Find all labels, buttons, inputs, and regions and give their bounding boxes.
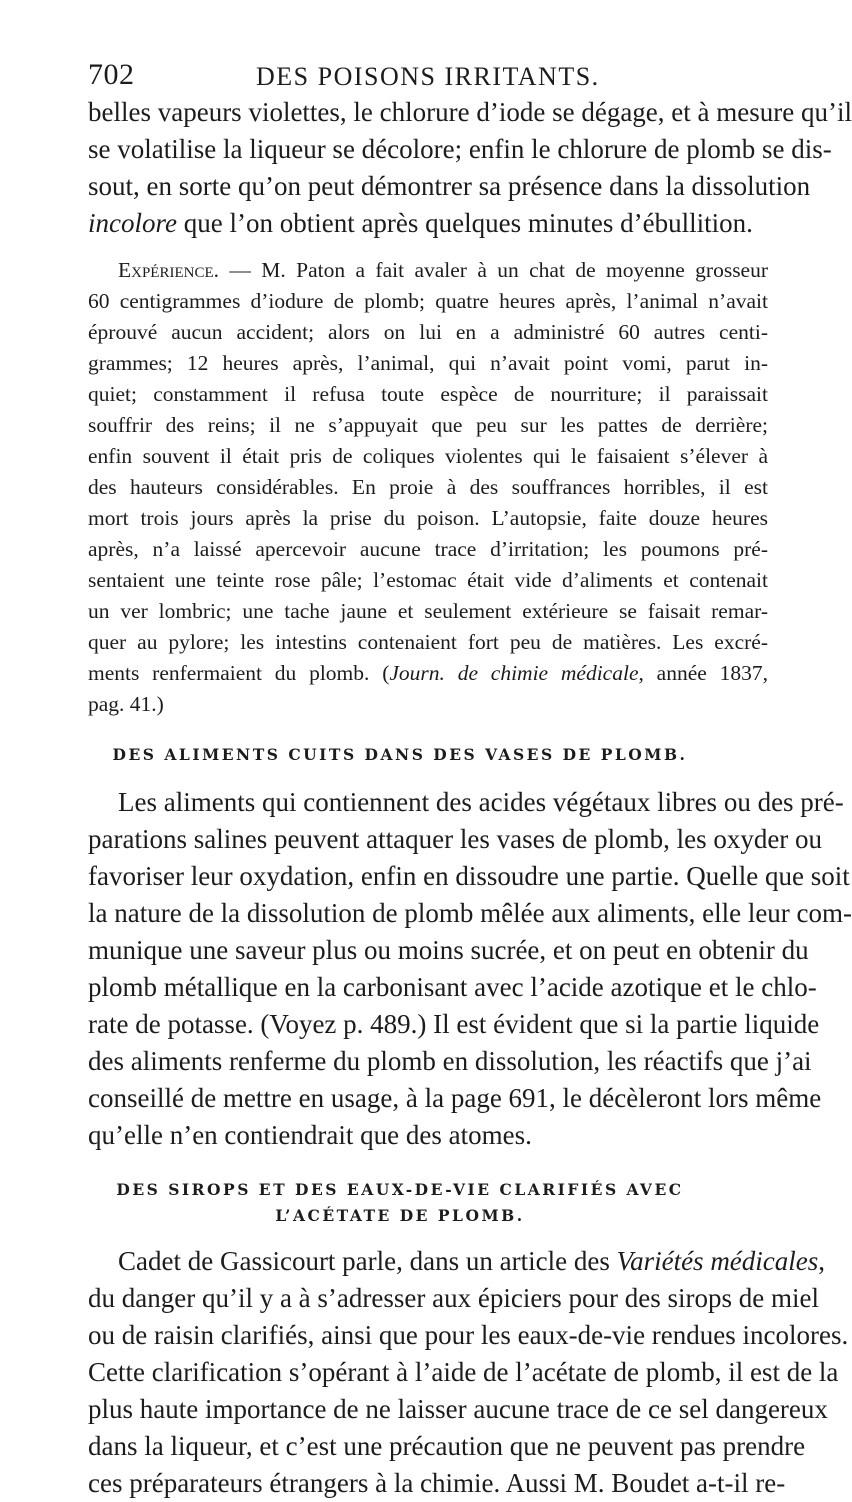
heading-line: L’ACÉTATE DE PLOMB. bbox=[275, 1206, 525, 1225]
experience-paragraph bbox=[88, 255, 768, 720]
text-line: quiet; constamment il refusa toute espèce de nourriture; il paraissait bbox=[88, 382, 768, 406]
text-line: Cette clarification s’opérant à l’aide de l’acétate de plomb, il est de la bbox=[88, 1357, 839, 1387]
running-title: DES POISONS IRRITANTS. bbox=[256, 62, 600, 91]
text-line bbox=[88, 205, 768, 242]
text-line: grammes; 12 heures après, l’animal, qui n’avait point vomi, parut in- bbox=[88, 351, 768, 375]
text-line: favoriser leur oxydation, enfin en dissoudre une partie. Quelle que soit bbox=[88, 861, 850, 891]
text-line: munique une saveur plus ou moins sucrée, et on peut en obtenir du bbox=[88, 935, 809, 965]
italic-word: incolore bbox=[88, 208, 177, 238]
text-line: ces préparateurs étrangers à la chimie. Aussi M. Boudet a-t-il re- bbox=[88, 1468, 786, 1498]
text-fragment: que l’on obtient après quelques minutes d’ébullition. bbox=[183, 208, 753, 238]
page-number: 702 bbox=[88, 58, 135, 91]
text-line: sentaient une teinte rose pâle; l’estomac était vide d’aliments et contenait bbox=[88, 568, 768, 592]
heading-line: DES SIROPS ET DES EAUX-DE-VIE CLARIFIÉS AVEC bbox=[116, 1180, 684, 1199]
text-line: enfin souvent il était pris de coliques violentes qui le faisaient s’élever à bbox=[88, 444, 768, 468]
text-line: parations salines peuvent attaquer les vases de plomb, les oxyder ou bbox=[88, 824, 823, 854]
text-line: pag. 41.) bbox=[88, 692, 164, 716]
intro-paragraph bbox=[88, 94, 852, 242]
page-header bbox=[88, 58, 768, 92]
text-line: sout, en sorte qu’on peut démontrer sa présence dans la dissolution bbox=[88, 171, 811, 201]
text-line: après, n’a laissé apercevoir aucune trace d’irritation; les poumons pré- bbox=[88, 537, 768, 561]
text-line: quer au pylore; les intestins contenaient fort peu de matières. Les excré- bbox=[88, 630, 768, 654]
text-line: belles vapeurs violettes, le chlorure d’iode se dégage, et à mesure qu’il bbox=[88, 97, 852, 127]
text-line: conseillé de mettre en usage, à la page 691, le décèleront lors même bbox=[88, 1083, 822, 1113]
text-line: 60 centigrammes d’iodure de plomb; quatre heures après, l’animal n’avait bbox=[88, 289, 768, 313]
journal-citation: Journ. de chimie médicale bbox=[389, 661, 639, 685]
section-heading-aliments: DES ALIMENTS CUITS DANS DES VASES DE PLOMB. bbox=[112, 745, 688, 764]
text-line bbox=[88, 1243, 826, 1280]
text-line: éprouvé aucun accident; alors on lui en a administré 60 autres centi- bbox=[88, 320, 768, 344]
italic-title: Variétés médicales bbox=[616, 1246, 819, 1276]
text-line: Les aliments qui contiennent des acides végétaux libres ou des pré- bbox=[118, 787, 844, 817]
text-fragment: ments renfermaient du plomb. ( bbox=[88, 661, 390, 685]
text-line: mort trois jours après la prise du poison. L’autopsie, faite douze heures bbox=[88, 506, 768, 530]
sirops-paragraph bbox=[88, 1243, 849, 1502]
text-line: qu’elle n’en contiendrait que des atomes. bbox=[88, 1120, 532, 1150]
text-line: se volatilise la liqueur se décolore; enfin le chlorure de plomb se dis- bbox=[88, 134, 832, 164]
text-fragment: — M. Paton a fait avaler à un chat de moyenne grosseur bbox=[229, 258, 769, 282]
text-fragment: Cadet de Gassicourt parle, dans un article des bbox=[118, 1246, 610, 1276]
text-line: dans la liqueur, et c’est une précaution que ne peuvent pas prendre bbox=[88, 1431, 806, 1461]
text-fragment: , année 1837, bbox=[638, 661, 768, 685]
text-line: des aliments renferme du plomb en dissolution, les réactifs que j’ai bbox=[88, 1046, 812, 1076]
text-line bbox=[88, 658, 768, 689]
text-line: plomb métallique en la carbonisant avec l’acide azotique et le chlo- bbox=[88, 972, 817, 1002]
text-line: des hauteurs considérables. En proie à des souffrances horribles, il est bbox=[88, 475, 768, 499]
text-line: plus haute importance de ne laisser aucune trace de ce sel dangereux bbox=[88, 1394, 828, 1424]
text-line: rate de potasse. (Voyez p. 489.) Il est évident que si la partie liquide bbox=[88, 1009, 820, 1039]
text-line: la nature de la dissolution de plomb mêlée aux aliments, elle leur com- bbox=[88, 898, 852, 928]
experience-label: Expérience. bbox=[118, 258, 220, 282]
aliments-paragraph bbox=[88, 784, 852, 1154]
text-line: du danger qu’il y a à s’adresser aux épiciers pour des sirops de miel bbox=[88, 1283, 820, 1313]
text-line: souffrir des reins; il ne s’appuyait que peu sur les pattes de derrière; bbox=[88, 413, 768, 437]
section-heading-sirops bbox=[0, 1177, 800, 1229]
text-line bbox=[88, 255, 768, 286]
text-fragment: , bbox=[818, 1246, 826, 1276]
text-line: ou de raisin clarifiés, ainsi que pour les eaux-de-vie rendues incolores. bbox=[88, 1320, 849, 1350]
text-line: un ver lombric; une tache jaune et seulement extérieure se faisait remar- bbox=[88, 599, 768, 623]
